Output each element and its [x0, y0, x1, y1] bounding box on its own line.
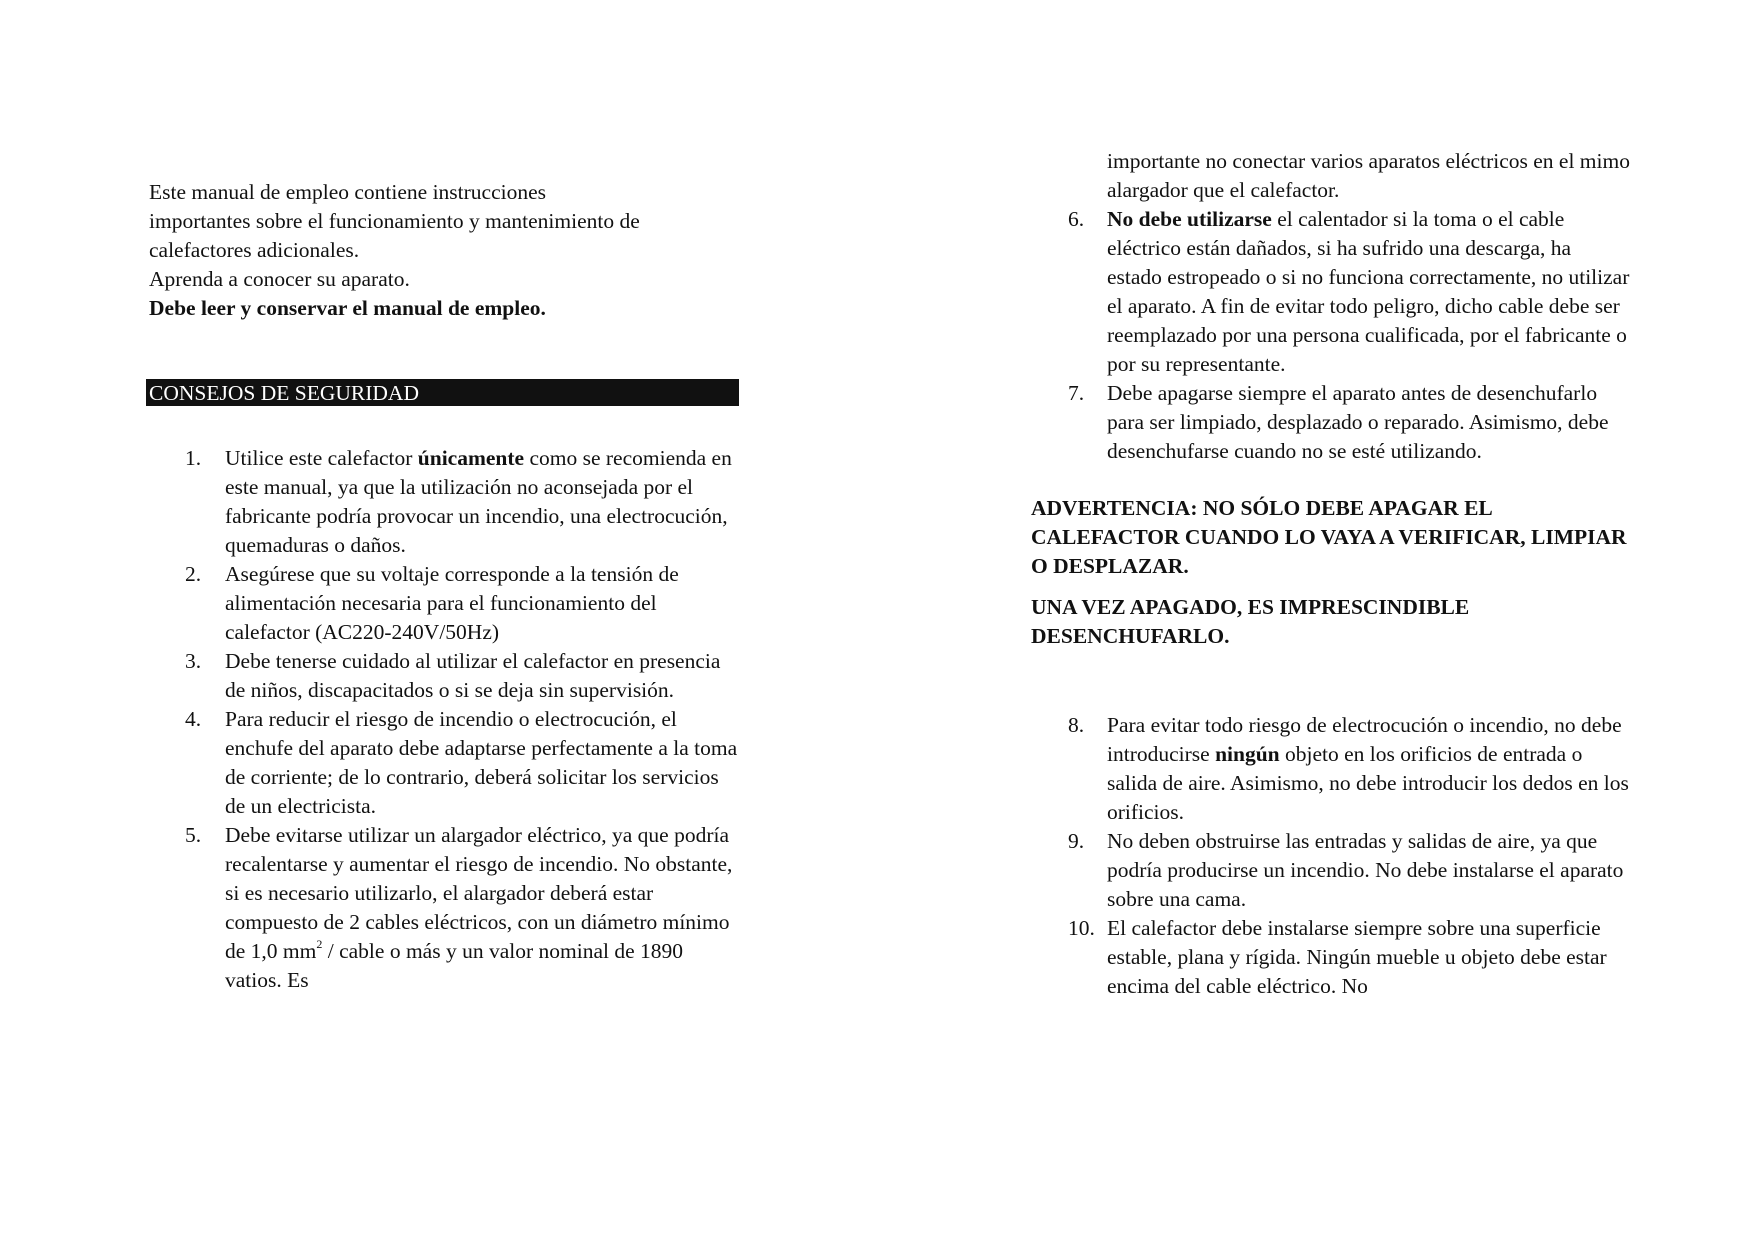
item-text: Utilice este calefactor	[225, 446, 418, 470]
intro-line: calefactores adicionales.	[149, 238, 360, 262]
intro-line: Este manual de empleo contiene instrucciones	[149, 180, 547, 204]
item-text: objeto en los orificios de entrada o salida de aire. Asimismo, no debe introducir los dedos en los orificios.	[1107, 742, 1629, 824]
item-number: 8.	[1068, 713, 1085, 737]
item-number: 1.	[185, 446, 202, 470]
item-text: como se recomienda en este manual, ya que la utilización no aconsejada por el fabricante podría provocar un incendio, una electrocución, quemaduras o daños.	[225, 446, 732, 557]
item-text: No deben obstruirse las entradas y salidas de aire, ya que podría producirse un incendio. No debe instalarse el aparato sobre una cama.	[1107, 829, 1624, 911]
item-continuation: importante no conectar varios aparatos eléctricos en el mimo alargador que el calefactor.	[1107, 149, 1630, 202]
intro-line: importantes sobre el funcionamiento y mantenimiento de	[149, 209, 640, 233]
item-emphasis: ningún	[1215, 742, 1280, 766]
item-text: Debe evitarse utilizar un alargador eléctrico, ya que podría recalentarse y aumentar el riesgo de incendio. No obstante, si es necesario utilizarlo, el alargador deberá estar compuesto de 2 cables eléctricos, con un diámetro mínimo de 1,0 mm	[225, 823, 733, 963]
list-item	[149, 444, 739, 560]
safety-list-continued	[1031, 205, 1631, 466]
item-emphasis: únicamente	[417, 446, 525, 470]
item-text: El calefactor debe instalarse siempre sobre una superficie estable, plana y rígida. Ningún mueble u objeto debe estar encima del cable eléctrico. No	[1107, 916, 1607, 998]
list-item	[149, 821, 739, 995]
item-text: Asegúrese que su voltaje corresponde a la tensión de alimentación necesaria para el funcionamiento del calefactor (AC220-240V/50Hz)	[225, 562, 679, 644]
right-column	[1031, 147, 1631, 1001]
list-item	[1031, 827, 1631, 914]
item-number: 6.	[1068, 207, 1085, 231]
superscript: 2	[316, 937, 323, 951]
item-text: Para reducir el riesgo de incendio o electrocución, el enchufe del aparato debe adaptarse perfectamente a la toma de corriente; de lo contrario, deberá solicitar los servicios de un electricista.	[225, 707, 738, 818]
list-item	[1031, 914, 1631, 1001]
warning-text: ADVERTENCIA: NO SÓLO DEBE APAGAR EL CALEFACTOR CUANDO LO VAYA A VERIFICAR, LIMPIAR O DESPLAZAR.	[1031, 496, 1627, 578]
intro-line: Aprenda a conocer su aparato.	[149, 267, 410, 291]
warning-text: UNA VEZ APAGADO, ES IMPRESCINDIBLE DESENCHUFARLO.	[1031, 595, 1470, 648]
item-number: 7.	[1068, 381, 1085, 405]
intro-text	[149, 178, 739, 323]
section-title: CONSEJOS DE SEGURIDAD	[146, 379, 739, 406]
safety-list	[149, 444, 739, 995]
list-item	[1031, 711, 1631, 827]
left-column	[149, 178, 739, 995]
item-text: el calentador si la toma o el cable eléctrico están dañados, si ha sufrido una descarga, ha estado estropeado o si no funciona correctamente, no utilizar el aparato. A fin de evitar todo peligro, dicho cable debe ser reemplazado por una persona cualificada, por el fabricante o por su representante.	[1107, 207, 1630, 376]
list-item	[149, 705, 739, 821]
item-text: Para evitar todo riesgo de electrocución o incendio, no debe introducirse	[1107, 713, 1622, 766]
item-text: Debe apagarse siempre el aparato antes de desenchufarlo para ser limpiado, desplazado o reparado. Asimismo, debe desenchufarse cuando no se esté utilizando.	[1107, 381, 1609, 463]
item-number: 9.	[1068, 829, 1085, 853]
item-text: / cable o más y un valor nominal de 1890 vatios. Es	[225, 939, 684, 992]
list-item	[149, 560, 739, 647]
item-text: Debe tenerse cuidado al utilizar el calefactor en presencia de niños, discapacitados o si se deja sin supervisión.	[225, 649, 721, 702]
list-item	[1031, 205, 1631, 379]
list-item	[1031, 379, 1631, 466]
intro-emphasis: Debe leer y conservar el manual de empleo.	[149, 296, 546, 320]
safety-list-continued-2	[1031, 711, 1631, 1001]
item-number: 3.	[185, 649, 202, 673]
item-number: 4.	[185, 707, 202, 731]
item-number: 2.	[185, 562, 202, 586]
item-number: 10.	[1068, 916, 1095, 940]
list-item	[149, 647, 739, 705]
item-emphasis: No debe utilizarse	[1107, 207, 1272, 231]
item-number: 5.	[185, 823, 202, 847]
